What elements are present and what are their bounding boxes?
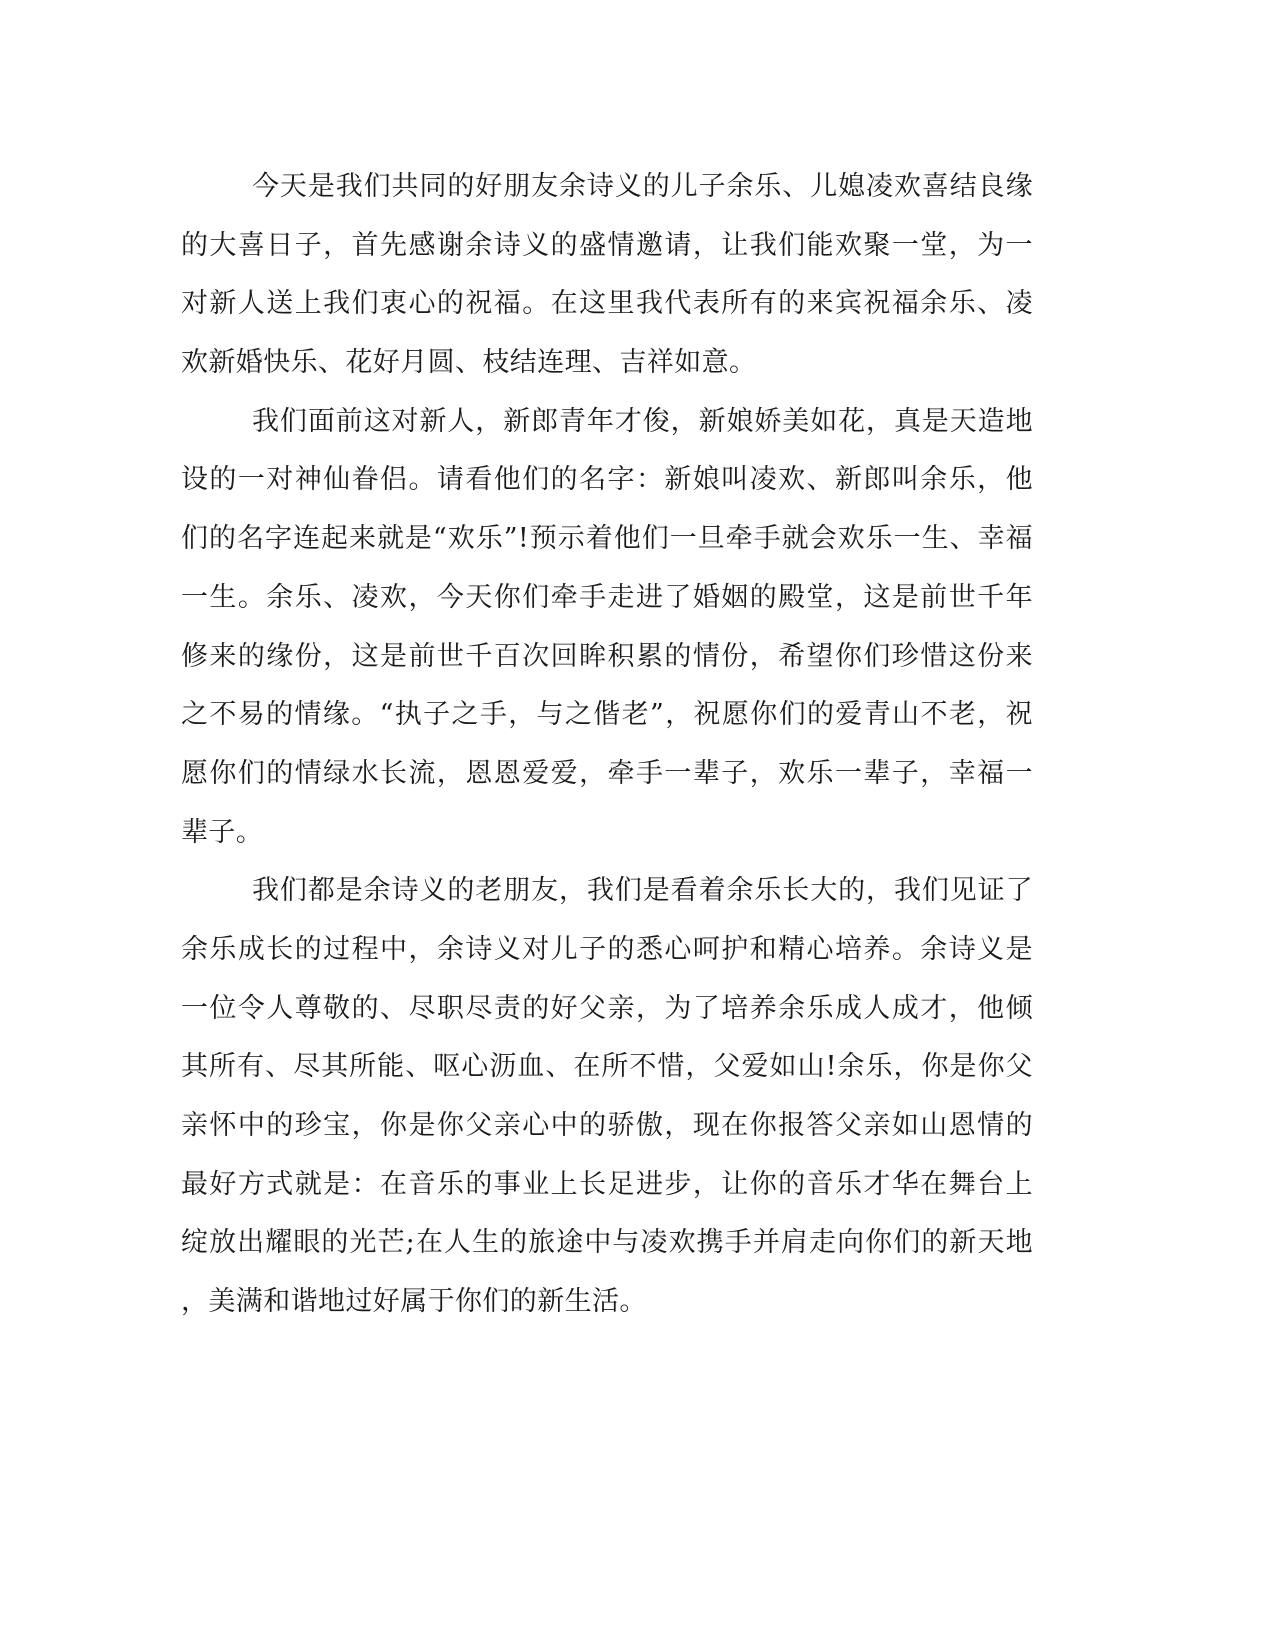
text-line: 余乐成长的过程中，余诗义对儿子的悉心呵护和精心培养。余诗义是 (181, 933, 1033, 965)
text-line: 修来的缘份，这是前世千百次回眸积累的情份，希望你们珍惜这份来 (181, 640, 1033, 672)
text-line: 之不易的情缘。“执子之手，与之偕老”，祝愿你们的爱青山不老，祝 (181, 699, 1033, 731)
text-line: 愿你们的情绿水长流，恩恩爱爱，牵手一辈子，欢乐一辈子，幸福一 (181, 757, 1033, 789)
text-line: 们的名字连起来就是“欢乐”!预示着他们一旦牵手就会欢乐一生、幸福 (181, 523, 1033, 555)
paragraph-1 (181, 158, 1033, 393)
text-line: 今天是我们共同的好朋友余诗义的儿子余乐、儿媳凌欢喜结良缘 (252, 171, 1033, 202)
paragraph-3 (181, 862, 1033, 1332)
text-line: 一位令人尊敬的、尽职尽责的好父亲，为了培养余乐成人成才，他倾 (181, 992, 1033, 1024)
paragraph-2 (181, 393, 1033, 863)
text-line: 亲怀中的珍宝，你是你父亲心中的骄傲，现在你报答父亲如山恩情的 (181, 1110, 1033, 1141)
text-line: 对新人送上我们衷心的祝福。在这里我代表所有的来宾祝福余乐、凌 (181, 288, 1033, 320)
text-line: 最好方式就是：在音乐的事业上长足进步，让你的音乐才华在舞台上 (181, 1168, 1033, 1200)
text-line: 一生。余乐、凌欢，今天你们牵手走进了婚姻的殿堂，这是前世千年 (181, 581, 1033, 613)
text-line: ，美满和谐地过好属于你们的新生活。 (181, 1286, 647, 1318)
text-line: 设的一对神仙眷侣。请看他们的名字：新娘叫凌欢、新郎叫余乐，他 (181, 464, 1033, 496)
text-line: 我们面前这对新人，新郎青年才俊，新娘娇美如花，真是天造地 (252, 405, 1033, 437)
text-line: 绽放出耀眼的光芒;在人生的旅途中与凌欢携手并肩走向你们的新天地 (181, 1227, 1033, 1259)
text-line: 欢新婚快乐、花好月圆、枝结连理、吉祥如意。 (181, 347, 757, 379)
text-line: 我们都是余诗义的老朋友，我们是看着余乐长大的，我们见证了 (252, 875, 1033, 907)
document-body (181, 158, 1033, 1332)
text-line: 其所有、尽其所能、呕心沥血、在所不惜，父爱如山!余乐，你是你父 (181, 1051, 1033, 1083)
text-line: 的大喜日子，首先感谢余诗义的盛情邀请，让我们能欢聚一堂，为一 (181, 229, 1033, 261)
text-line: 辈子。 (181, 816, 264, 848)
